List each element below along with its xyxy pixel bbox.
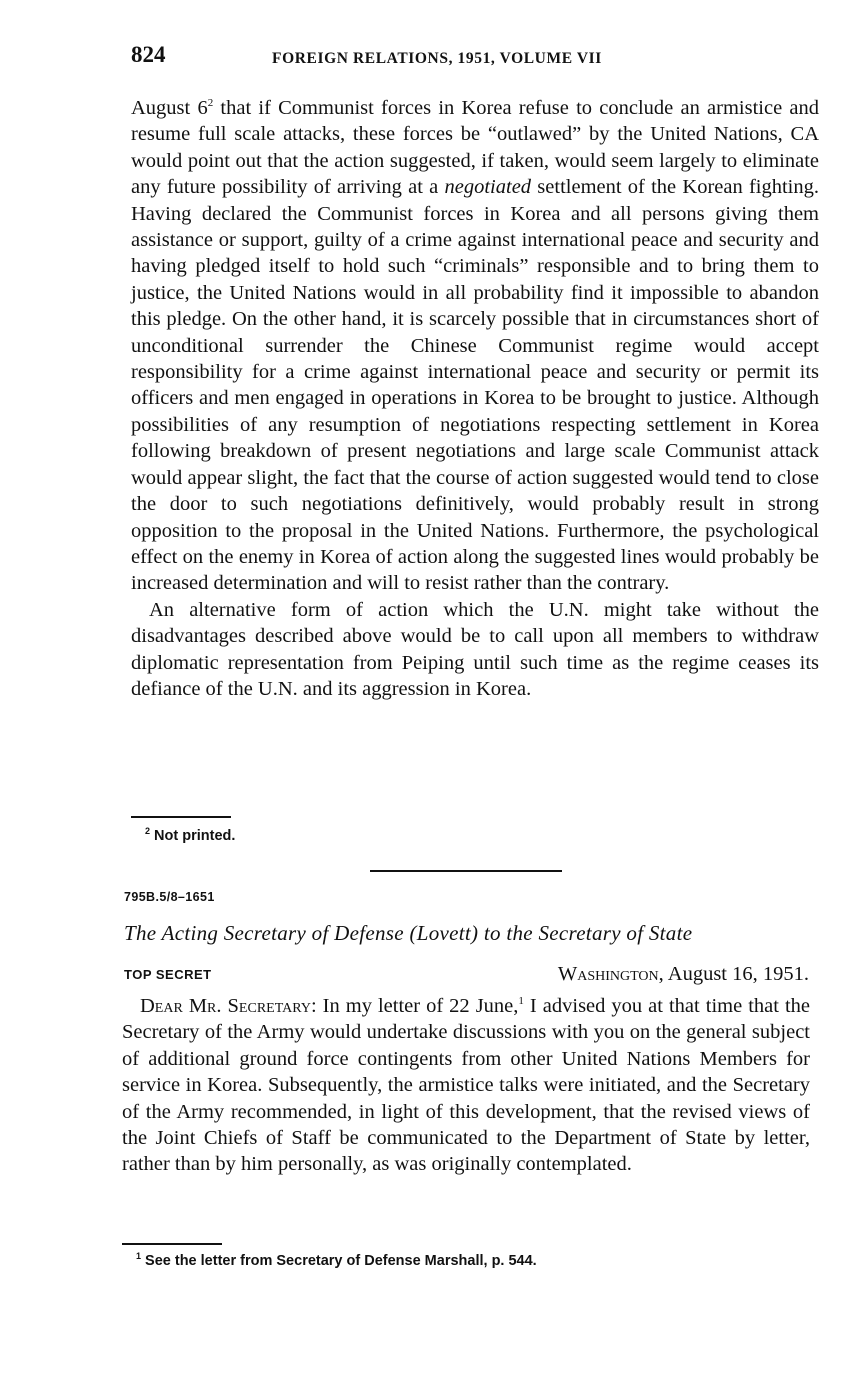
file-number: 795B.5/8–1651 xyxy=(124,890,215,904)
footnote-1-marker: 1 xyxy=(136,1251,142,1262)
letter-paragraph xyxy=(122,993,810,1178)
letter-text-b: I advised you at that time that the Secretary of the Army would undertake discussions with you on the general subject of additional ground force contingents from other United Nations Members for service in Korea. Subsequently, the armistice talks were initiated, and the Secretary of the Army recommended, in light of this development, that the revised views of the Joint Chiefs of Staff be communicated to the Department of State by letter, rather than by him personally, as was originally contemplated. xyxy=(122,995,810,1176)
paragraph-1-text-b: settlement of the Korean fighting. Having declared the Communist forces in Korea and all persons giving them assistance or support, guilty of a crime against international peace and security and having pledged itself to hold such “criminals” responsible and to bring them to justice, the United Nations would in all probability find it impossible to abandon this pledge. On the other hand, it is scarcely possible that in circumstances short of unconditional surrender the Chinese Communist regime would accept responsibility for a crime against international peace and security or permit its officers and men engaged in operations in Korea to be brought to justice. Although possibilities of any resumption of negotiations respecting settlement in Korea following breakdown of present negotiations and large scale Communist attack would appear slight, the fact that the course of action suggested would tend to close the door to such negotiations definitively, would probably result in strong opposition to the proposal in the United Nations. Furthermore, the psychological effect on the enemy in Korea of action along the suggested lines would probably be increased determination and will to resist rather than the contrary. xyxy=(131,176,819,595)
footnote-2-marker: 2 xyxy=(145,826,151,837)
footnote-2-text: Not printed. xyxy=(154,828,236,844)
document-title: The Acting Secretary of Defense (Lovett) to the Secretary of State xyxy=(124,921,693,945)
footnote-2 xyxy=(145,828,235,844)
letter-text-a: : In my letter of 22 June, xyxy=(310,995,519,1017)
running-head-title: FOREIGN RELATIONS, 1951, VOLUME VII xyxy=(272,50,602,67)
salutation: Dear Mr. Secretary xyxy=(140,995,311,1017)
footnote-ref-1: 1 xyxy=(518,995,524,1008)
paragraph-1-text-a: that if Communist forces in Korea refuse to conclude an armistice and resume full scale attacks, these forces be “outlawed” by the United Nations, CA would point out that the action suggested, if taken, would seem largely to eliminate any future possibility of arriving at a xyxy=(131,97,819,199)
section-divider xyxy=(370,870,562,872)
paragraph-1 xyxy=(131,95,819,597)
classification-label: TOP SECRET xyxy=(124,967,212,982)
running-head xyxy=(0,38,861,78)
dateline-place: Washington xyxy=(557,963,659,985)
footnote-1-text: See the letter from Secretary of Defense Marshall, p. 544. xyxy=(145,1253,537,1269)
dateline-date: , August 16, 1951. xyxy=(658,963,809,985)
continuation-text xyxy=(131,95,819,702)
letter-body xyxy=(122,993,810,1178)
footnote-ref-2: 2 xyxy=(207,97,214,110)
page-number: 824 xyxy=(131,42,166,67)
paragraph-1-start: August 6 xyxy=(131,97,208,119)
paragraph-1-italic: negotiated xyxy=(444,176,532,199)
footnote-rule-top xyxy=(131,816,231,818)
paragraph-2: An alternative form of action which the U.N. might take without the disadvantages described above would be to call upon all members to withdraw diplomatic representation from Peiping until such time as the regime ceases its defiance of the U.N. and its aggression in Korea. xyxy=(131,598,819,700)
dateline xyxy=(558,963,809,986)
footnote-1 xyxy=(136,1253,537,1269)
footnote-rule-bottom xyxy=(122,1243,222,1245)
